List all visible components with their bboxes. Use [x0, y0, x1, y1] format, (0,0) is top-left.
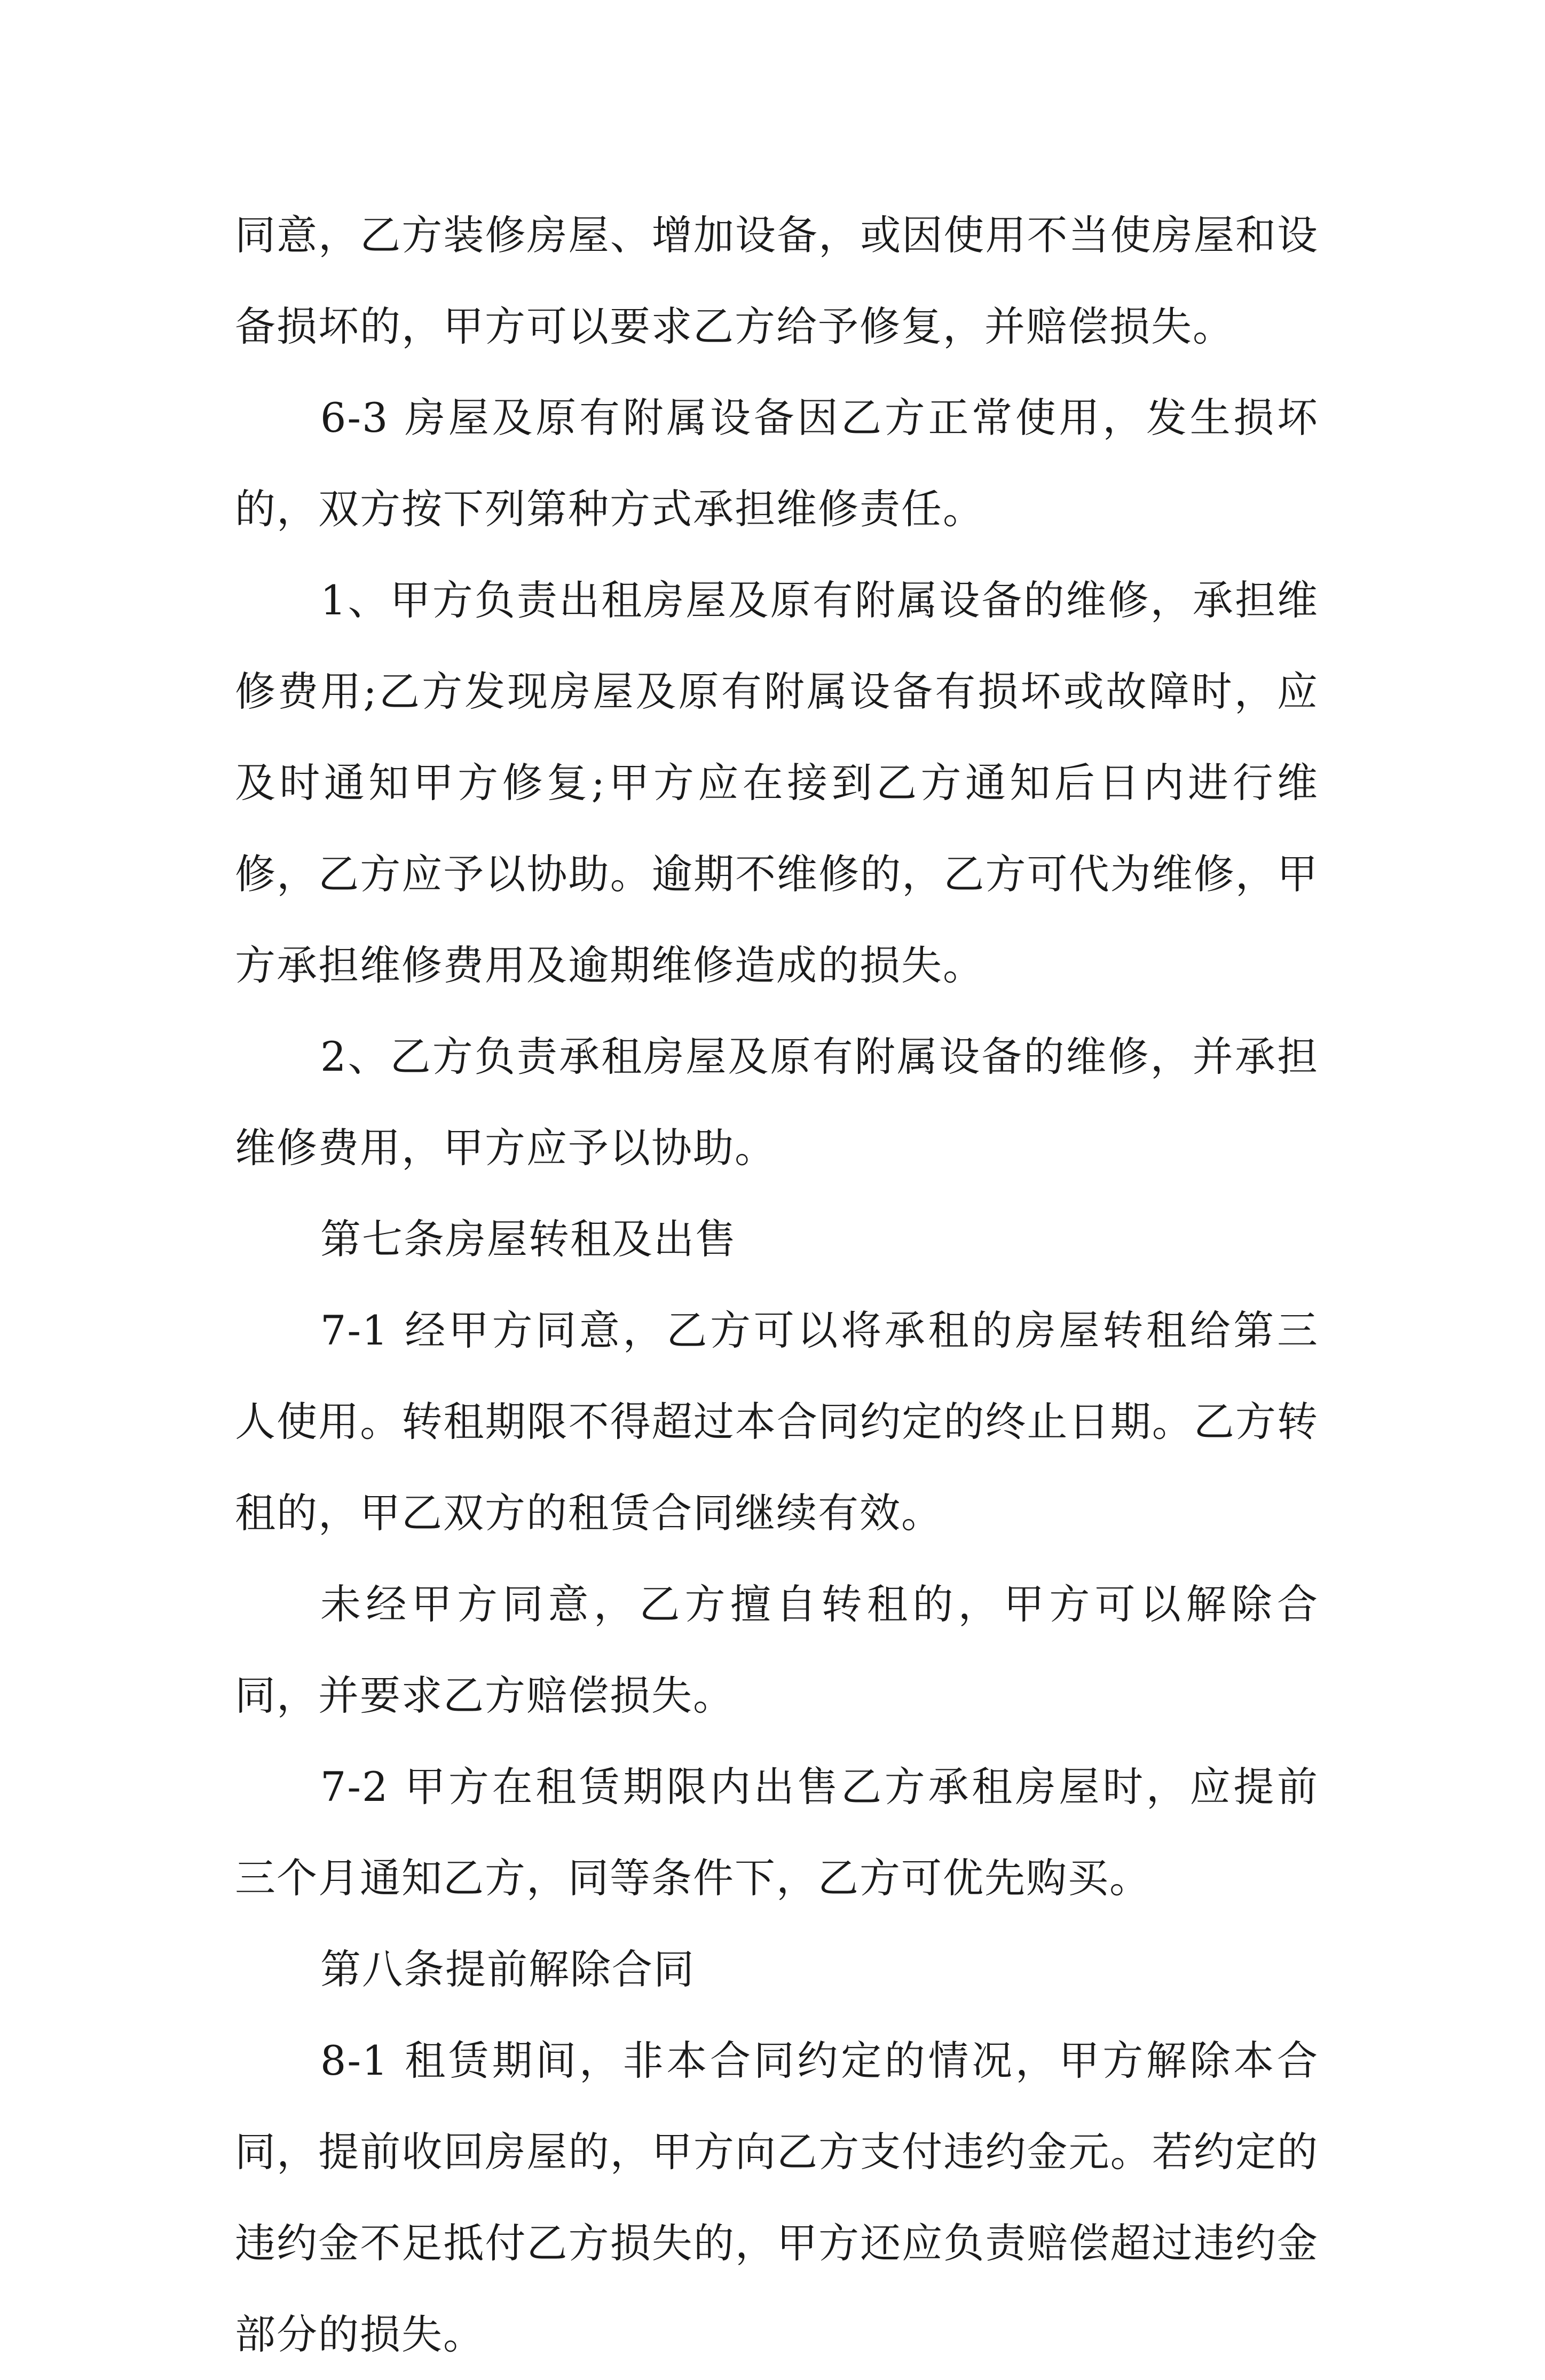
paragraph-7-1-unauthorized: 未经甲方同意，乙方擅自转租的，甲方可以解除合同，并要求乙方赔偿损失。 [235, 1580, 1319, 1719]
paragraph-option-2: 2、乙方负责承租房屋及原有附属设备的维修，并承担维修费用，甲方应予以协助。 [235, 1033, 1319, 1172]
document-body [235, 189, 1319, 2380]
heading-article-8: 第八条提前解除合同 [320, 1946, 695, 1993]
paragraph-continuation: 同意，乙方装修房屋、增加设备，或因使用不当使房屋和设备损坏的，甲方可以要求乙方给予修复，并赔偿损失。 [235, 211, 1319, 350]
paragraph-7-1: 7-1 经甲方同意，乙方可以将承租的房屋转租给第三人使用。转租期限不得超过本合同约定的终止日期。乙方转租的，甲乙双方的租赁合同继续有效。 [235, 1307, 1319, 1537]
paragraph-6-3: 6-3 房屋及原有附属设备因乙方正常使用，发生损坏的，双方按下列第种方式承担维修责任。 [235, 394, 1319, 533]
heading-article-7: 第七条房屋转租及出售 [320, 1215, 737, 1263]
paragraph-option-1: 1、甲方负责出租房屋及原有附属设备的维修，承担维修费用;乙方发现房屋及原有附属设备有损坏或故障时，应及时通知甲方修复;甲方应在接到乙方通知后日内进行维修，乙方应予以协助。逾期不维修的，乙方可代为维修，甲方承担维修费用及逾期维修造成的损失。 [235, 576, 1319, 989]
paragraph-7-2: 7-2 甲方在租赁期限内出售乙方承租房屋时，应提前三个月通知乙方，同等条件下，乙方可优先购买。 [235, 1763, 1319, 1902]
paragraph-8-1: 8-1 租赁期间，非本合同约定的情况，甲方解除本合同，提前收回房屋的，甲方向乙方支付违约金元。若约定的违约金不足抵付乙方损失的，甲方还应负责赔偿超过违约金部分的损失。 [235, 2037, 1319, 2358]
